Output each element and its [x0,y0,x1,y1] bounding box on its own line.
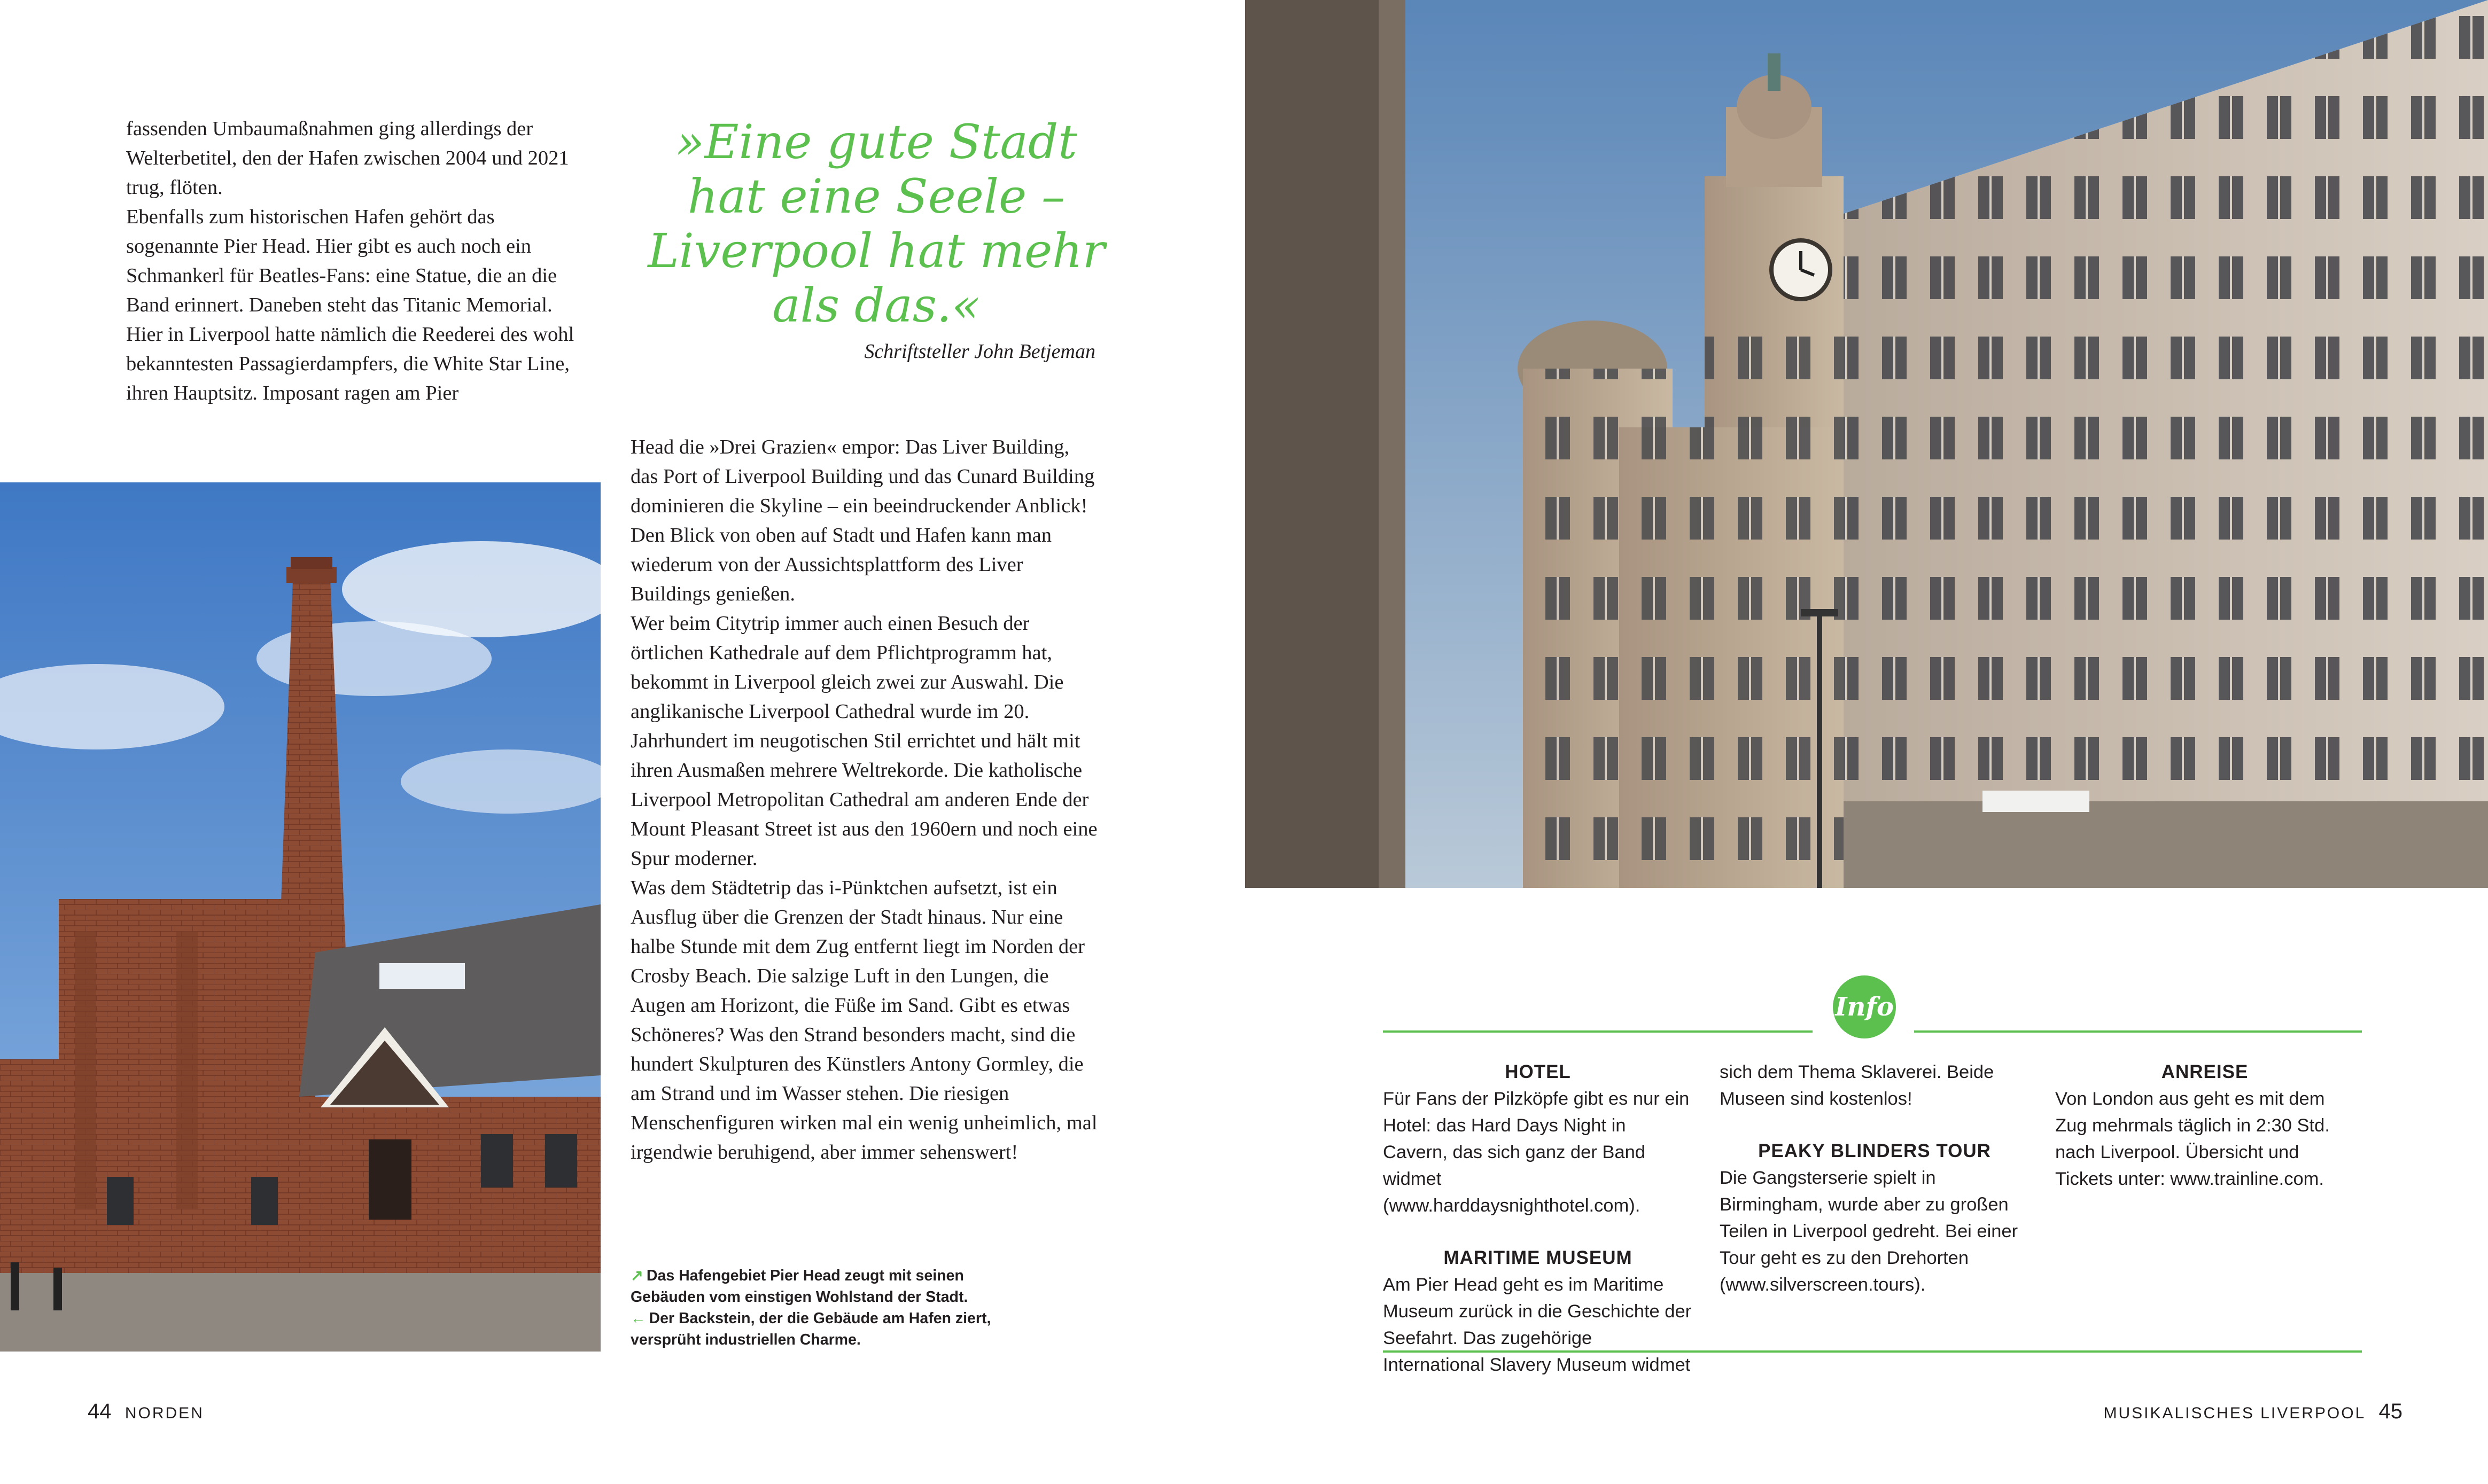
liver-building-illustration [1245,0,2488,888]
section-name: NORDEN [125,1404,204,1422]
info-text: Am Pier Head geht es im Maritime Museum zurück in die Geschichte der Seefahrt. Das zugehörige International Slavery Museum widmet [1383,1275,1692,1375]
pull-quote: »Eine gute Stadt hat eine Seele – Liverpool hat mehr als das.« [648,114,1105,333]
info-heading: MARITIME MUSEUM [1443,1247,1632,1268]
caption-text: Der Backstein, der die Gebäude am Hafen ziert, versprüht industriellen Charme. [631,1310,991,1348]
info-column-1 [1383,1059,1693,1378]
photo-brick-building [0,482,601,1352]
info-column-3 [2055,1059,2354,1192]
info-column-2 [1720,1059,2030,1298]
section-name: MUSIKALISCHES LIVERPOOL [2103,1404,2366,1422]
paragraph: Head die »Drei Grazien« empor: Das Liver Building, das Port of Liverpool Building und das Cunard Building dominieren die Skyline – ein beeindruckender Anblick! Den Blick von oben auf Stadt und Hafen kann man wiederum von der Aussichtsplattform des Liver Buildings genießen. [631,436,1095,605]
paragraph: Ebenfalls zum historischen Hafen gehört das sogenannte Pier Head. Hier gibt es auch noch ein Schmankerl für Beatles-Fans: eine Statue, die an die Band erinnert. Daneben steht das Titanic Memorial. Hier in Liverpool hatte nämlich die Reederei des wohl bekanntesten Passagierdampfers, die White Star Line, ihren Hauptsitz. Imposant ragen am Pier [126,206,574,404]
body-text-column-2 [631,433,1101,1167]
caption-text: Das Hafengebiet Pier Head zeugt mit seinen Gebäuden vom einstigen Wohlstand der Stadt. [631,1267,968,1306]
footer-right [2068,1400,2410,1424]
info-heading: HOTEL [1505,1061,1571,1082]
info-heading: PEAKY BLINDERS TOUR [1758,1141,1991,1161]
paragraph: Wer beim Citytrip immer auch einen Besuch der örtlichen Kathedrale auf dem Pflichtprogramm hat, bekommt in Liverpool gleich zwei zur Auswahl. Die anglikanische Liverpool Cathedral wurde im 20. Jahrhundert im neugotischen Stil errichtet und hält mit ihren Ausmaßen mehrere Weltrekorde. Die katholische Liverpool Metropolitan Cathedral am anderen Ende der Mount Pleasant Street ist aus den 1960ern und noch eine Spur moderner. [631,612,1098,870]
caption-item [631,1308,1037,1350]
info-badge-circle [1833,975,1896,1038]
photo-captions [631,1265,1037,1350]
info-heading: ANREISE [2161,1061,2249,1082]
info-text: Für Fans der Pilzköpfe gibt es nur ein Hotel: das Hard Days Night in Cavern, das sich ganz der Band widmet (www.harddaysnighthotel.com). [1383,1089,1690,1216]
info-bottom-rule [1383,1350,2362,1353]
page-number: 44 [88,1400,112,1423]
footer-left [80,1400,204,1424]
page-number: 45 [2378,1400,2403,1423]
quote-attribution: Schriftsteller John Betjeman [864,340,1095,363]
brick-building-illustration [0,482,601,1352]
arrow-up-right-icon: ↗ [631,1267,643,1284]
info-badge-label: Info [1834,992,1894,1022]
info-text: Die Gangsterserie spielt in Birmingham, wurde aber zu großen Teilen in Liverpool gedreht. Bei einer Tour geht es zu den Drehorten (www.silverscreen.tours). [1720,1168,2018,1295]
info-text: sich dem Thema Sklaverei. Beide Museen sind kostenlos! [1720,1062,1994,1109]
info-text: Von London aus geht es mit dem Zug mehrmals täglich in 2:30 Std. nach Liverpool. Übersicht und Tickets unter: www.trainline.com. [2055,1089,2330,1189]
paragraph: Was dem Städtetrip das i-Pünktchen aufsetzt, ist ein Ausflug über die Grenzen der Stadt hinaus. Nur eine halbe Stunde mit dem Zug entfernt liegt im Norden der Crosby Beach. Die salzige Luft in den Lungen, die Augen am Horizont, die Füße im Sand. Gibt es etwas Schöneres? Was den Strand besonders macht, sind die hundert Skulpturen des Künstlers Antony Gormley, die am Strand und im Wasser stehen. Die riesigen Menschenfiguren wirken mal ein wenig unheimlich, mal irgendwie beruhigend, aber immer sehenswert! [631,877,1098,1163]
arrow-left-icon: ← [631,1310,646,1327]
photo-liver-building [1245,0,2488,888]
body-text-column-1 [126,114,575,408]
paragraph: fassenden Umbaumaßnahmen ging allerdings der Welterbetitel, den der Hafen zwischen 2004 und 2021 trug, flöten. [126,118,569,199]
caption-item [631,1265,1037,1308]
